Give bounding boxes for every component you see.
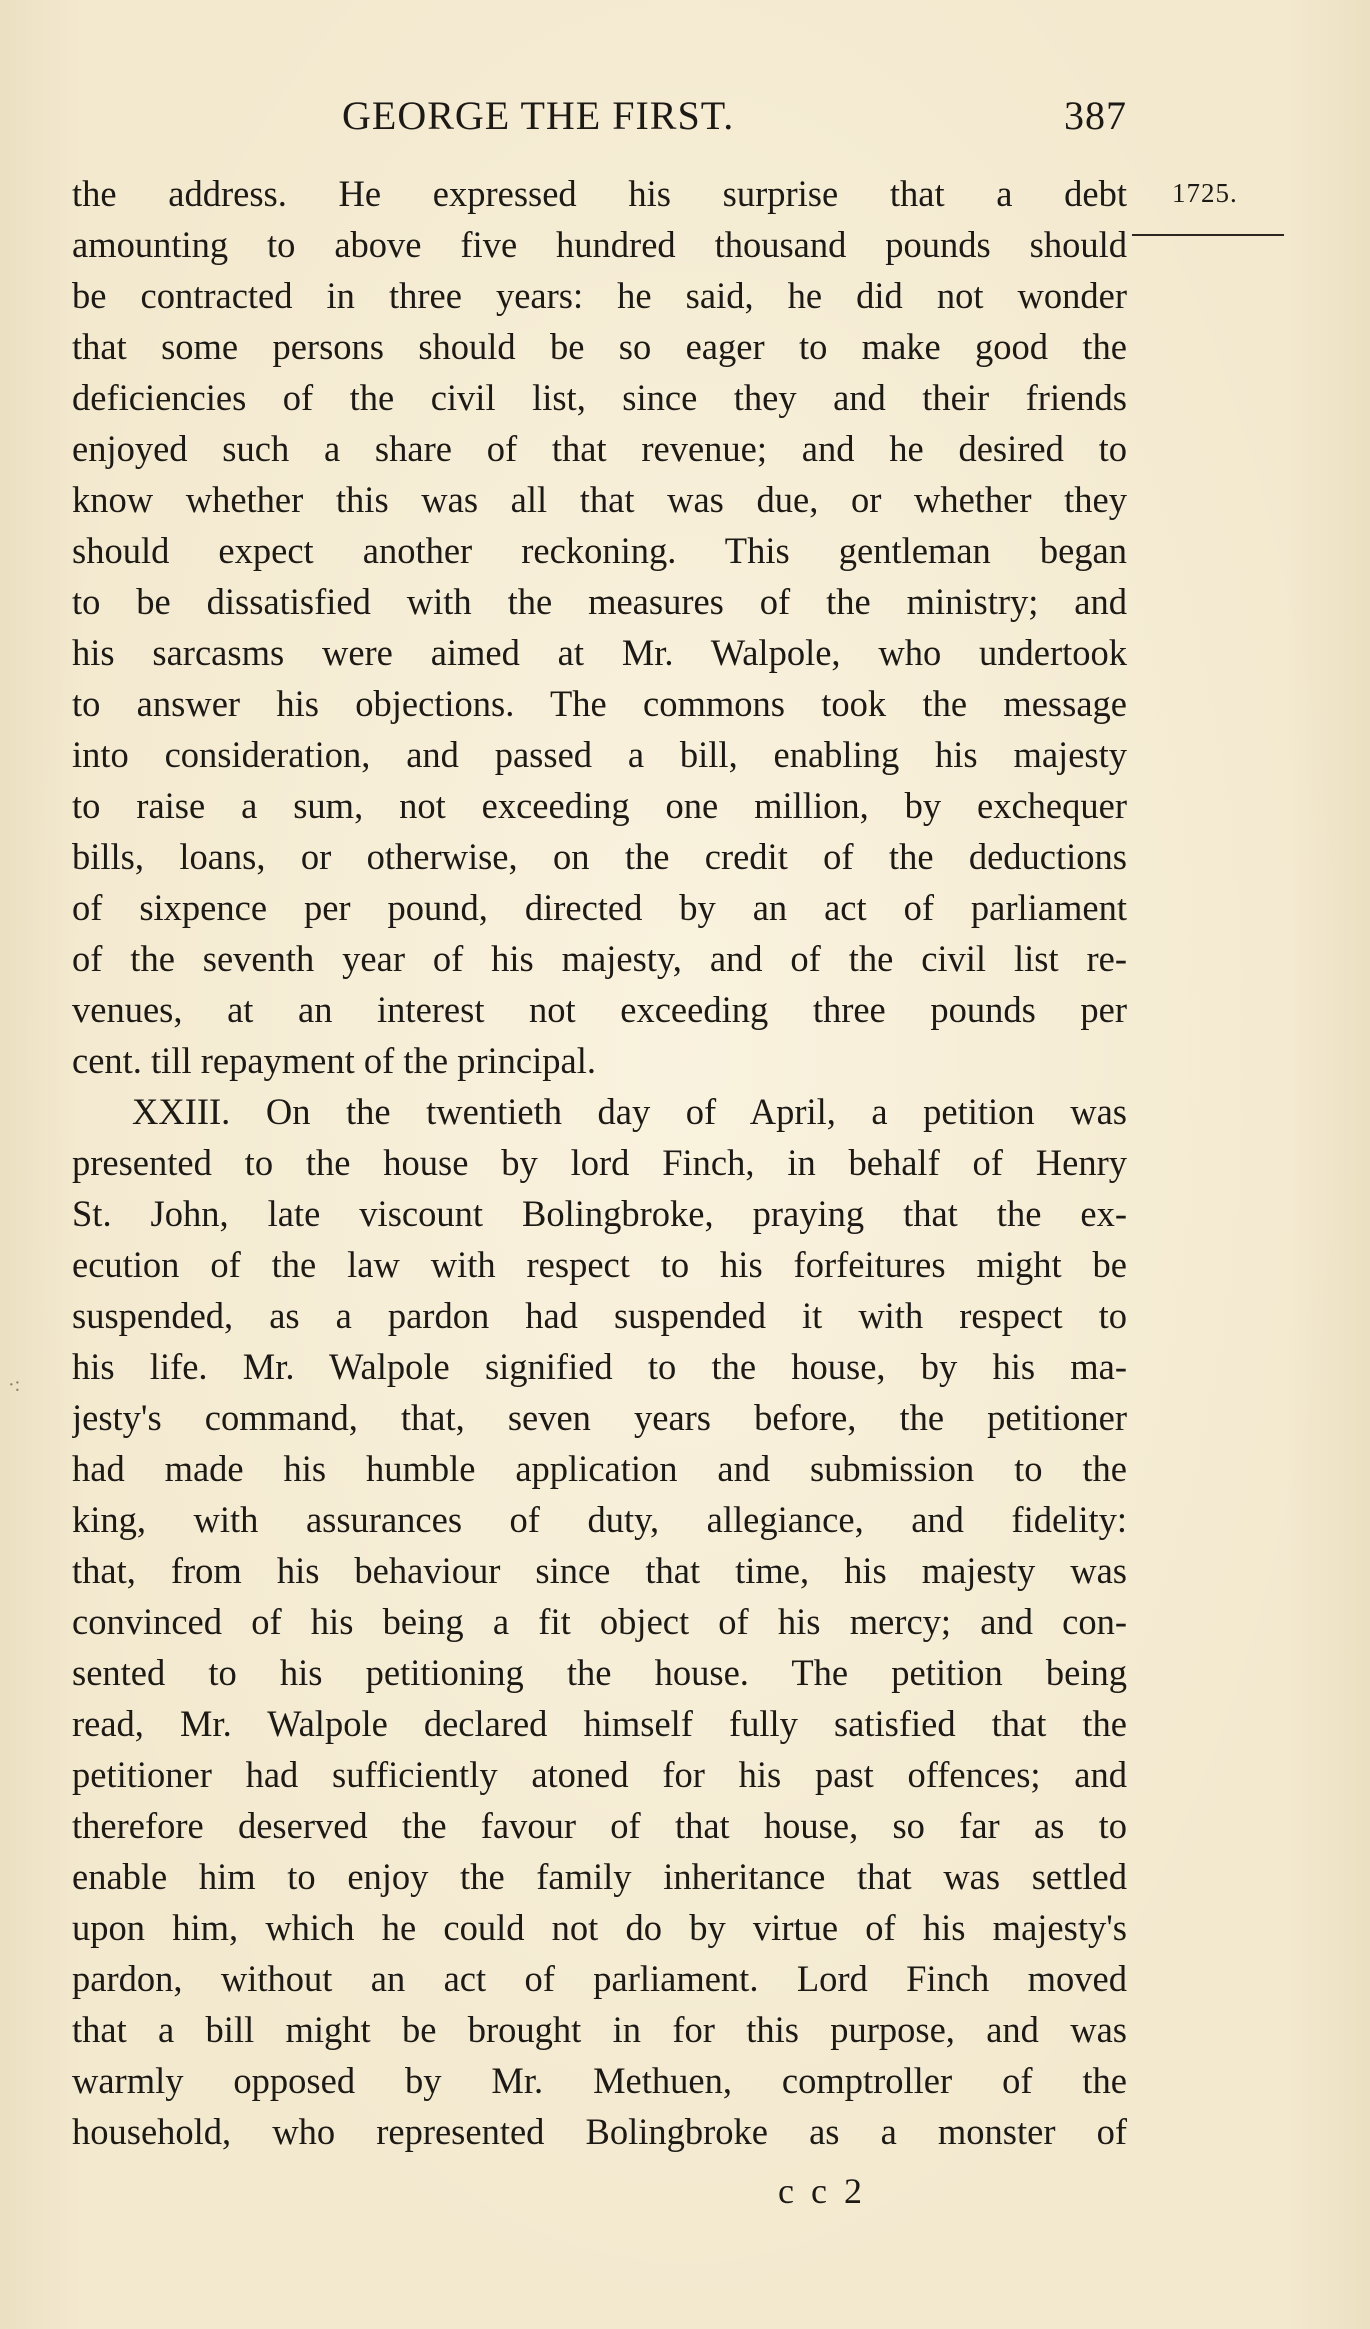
- text-line: of sixpence per pound, directed by an act of parliament: [72, 887, 1127, 928]
- margin-year-note: 1725.: [1172, 178, 1238, 208]
- signature-mark: c c 2: [778, 2171, 866, 2211]
- text-line: household, who represented Bolingbroke as a monster of: [72, 2111, 1127, 2152]
- text-line: that, from his behaviour since that time, his majesty was: [72, 1550, 1127, 1591]
- text-line: the address. He expressed his surprise that a debt: [72, 173, 1127, 214]
- text-line: pardon, without an act of parliament. Lord Finch moved: [72, 1958, 1127, 1999]
- text-line: had made his humble application and submission to the: [72, 1448, 1127, 1489]
- running-title: GEORGE THE FIRST.: [342, 93, 735, 138]
- text-line: St. John, late viscount Bolingbroke, praying that the ex-: [72, 1193, 1127, 1234]
- text-line: enjoyed such a share of that revenue; and he desired to: [72, 428, 1127, 469]
- text-line: venues, at an interest not exceeding three pounds per: [72, 989, 1127, 1030]
- text-line: king, with assurances of duty, allegiance, and fidelity:: [72, 1499, 1127, 1540]
- text-line: convinced of his being a fit object of his mercy; and con-: [72, 1601, 1127, 1642]
- text-line: upon him, which he could not do by virtue of his majesty's: [72, 1907, 1127, 1948]
- text-line: petitioner had sufficiently atoned for his past offences; and: [72, 1754, 1127, 1795]
- text-line: to be dissatisfied with the measures of the ministry; and: [72, 581, 1127, 622]
- text-line: presented to the house by lord Finch, in behalf of Henry: [72, 1142, 1127, 1183]
- page-number: 387: [1064, 93, 1127, 138]
- text-line: that some persons should be so eager to make good the: [72, 326, 1127, 367]
- text-line: cent. till repayment of the principal.: [72, 1040, 596, 1081]
- text-line: of the seventh year of his majesty, and of the civil list re-: [72, 938, 1127, 979]
- text-line: jesty's command, that, seven years before, the petitioner: [72, 1397, 1127, 1438]
- text-line: therefore deserved the favour of that house, so far as to: [72, 1805, 1127, 1846]
- section-start-line: XXIII. On the twentieth day of April, a petition was: [132, 1091, 1127, 1132]
- text-line: sented to his petitioning the house. The petition being: [72, 1652, 1127, 1693]
- text-line: read, Mr. Walpole declared himself fully satisfied that the: [72, 1703, 1127, 1744]
- text-line: warmly opposed by Mr. Methuen, comptroller of the: [72, 2060, 1127, 2101]
- margin-specks: ·:: [8, 1374, 21, 1396]
- text-line: that a bill might be brought in for this purpose, and was: [72, 2009, 1127, 2050]
- text-line: his sarcasms were aimed at Mr. Walpole, who undertook: [72, 632, 1127, 673]
- text-line: should expect another reckoning. This gentleman began: [72, 530, 1127, 571]
- text-line: be contracted in three years: he said, he did not wonder: [72, 275, 1127, 316]
- margin-rule: [1132, 234, 1284, 236]
- text-line: ecution of the law with respect to his forfeitures might be: [72, 1244, 1127, 1285]
- text-line: into consideration, and passed a bill, enabling his majesty: [72, 734, 1127, 775]
- text-line: bills, loans, or otherwise, on the credit of the deductions: [72, 836, 1127, 877]
- text-line: his life. Mr. Walpole signified to the house, by his ma-: [72, 1346, 1127, 1387]
- text-line: suspended, as a pardon had suspended it with respect to: [72, 1295, 1127, 1336]
- text-line: know whether this was all that was due, or whether they: [72, 479, 1127, 520]
- text-line: deficiencies of the civil list, since they and their friends: [72, 377, 1127, 418]
- body-text: [72, 168, 1127, 2157]
- text-line: enable him to enjoy the family inheritance that was settled: [72, 1856, 1127, 1897]
- text-line: to answer his objections. The commons took the message: [72, 683, 1127, 724]
- running-header: [72, 92, 1127, 152]
- text-line: to raise a sum, not exceeding one million, by exchequer: [72, 785, 1127, 826]
- text-line: amounting to above five hundred thousand pounds should: [72, 224, 1127, 265]
